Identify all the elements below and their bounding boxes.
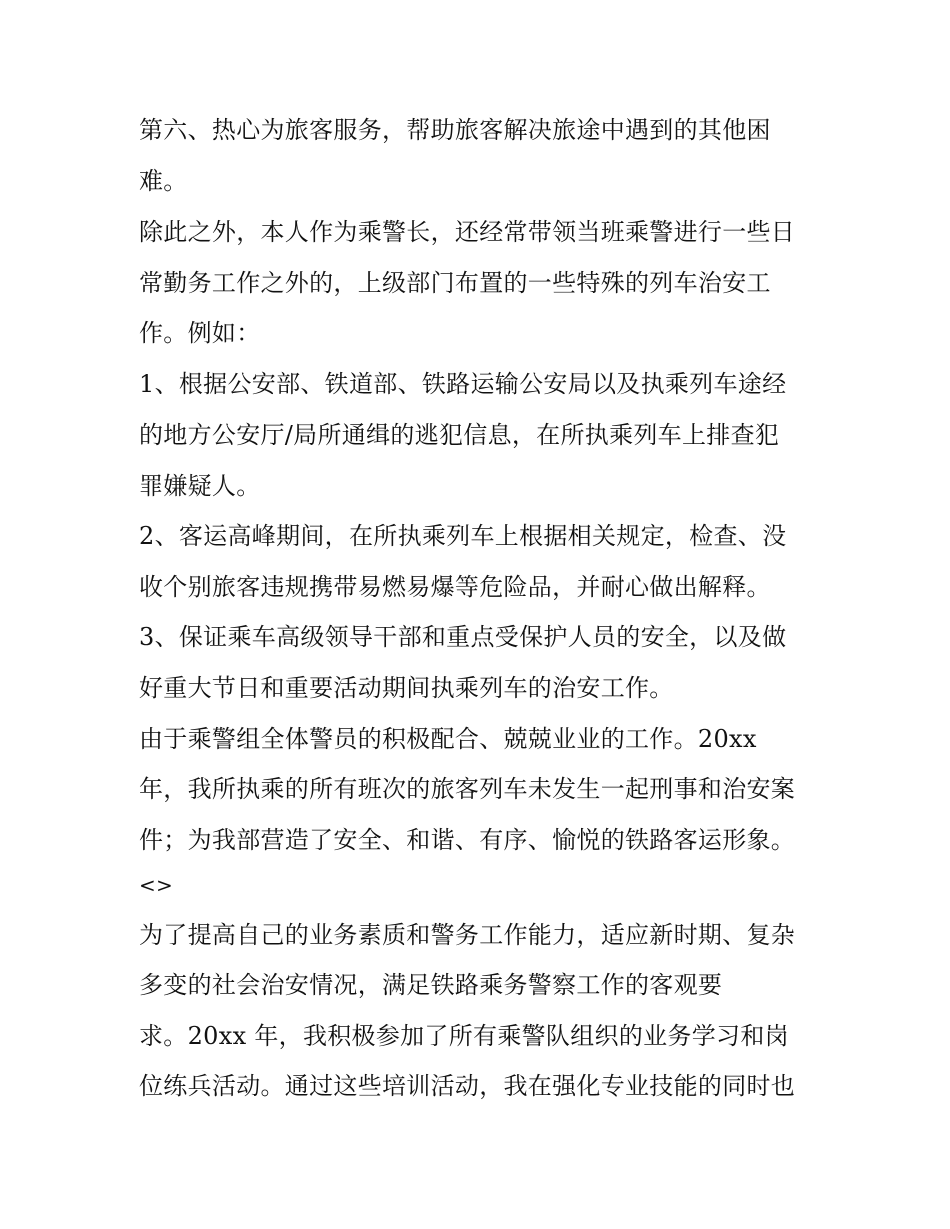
text-line: 的地方公安厅/局所通缉的逃犯信息，在所执乘列车上排查犯 [139,421,780,449]
text-line: 作。例如： [139,319,261,347]
text-line: 件；为我部营造了安全、和谐、有序、愉悦的铁路客运形象。 [139,826,796,854]
text-line: 难。 [139,167,188,195]
text-line: 收个别旅客违规携带易燃易爆等危险品，并耐心做出解释。 [139,573,771,601]
text-line: 好重大节日和重要活动期间执乘列车的治安工作。 [139,674,674,702]
text-line: 3、保证乘车高级领导干部和重点受保护人员的安全，以及做 [139,623,787,651]
text-line: 多变的社会治安情况，满足铁路乘务警察工作的客观要 [139,971,723,999]
text-line: 除此之外，本人作为乘警长，还经常带领当班乘警进行一些日 [139,218,796,246]
text-line: 位练兵活动。通过这些培训活动，我在强化专业技能的同时也 [139,1072,796,1100]
text-line: 第六、热心为旅客服务，帮助旅客解决旅途中遇到的其他困 [139,116,771,144]
text-line: 年，我所执乘的所有班次的旅客列车未发生一起刑事和治安案 [139,775,796,803]
text-line: 1、根据公安部、铁道部、铁路运输公安局以及执乘列车途经 [139,370,787,398]
text-line: 由于乘警组全体警员的积极配合、兢兢业业的工作。20xx [139,725,757,753]
text-line: 常勤务工作之外的，上级部门布置的一些特殊的列车治安工 [139,269,771,297]
text-line: 为了提高自己的业务素质和警务工作能力，适应新时期、复杂 [139,921,796,949]
text-line: 罪嫌疑人。 [139,472,261,500]
text-line: 2、客运高峰期间，在所执乘列车上根据相关规定，检查、没 [139,522,787,550]
text-line: <> [139,873,174,897]
text-line: 求。20xx 年，我积极参加了所有乘警队组织的业务学习和岗 [139,1022,789,1050]
